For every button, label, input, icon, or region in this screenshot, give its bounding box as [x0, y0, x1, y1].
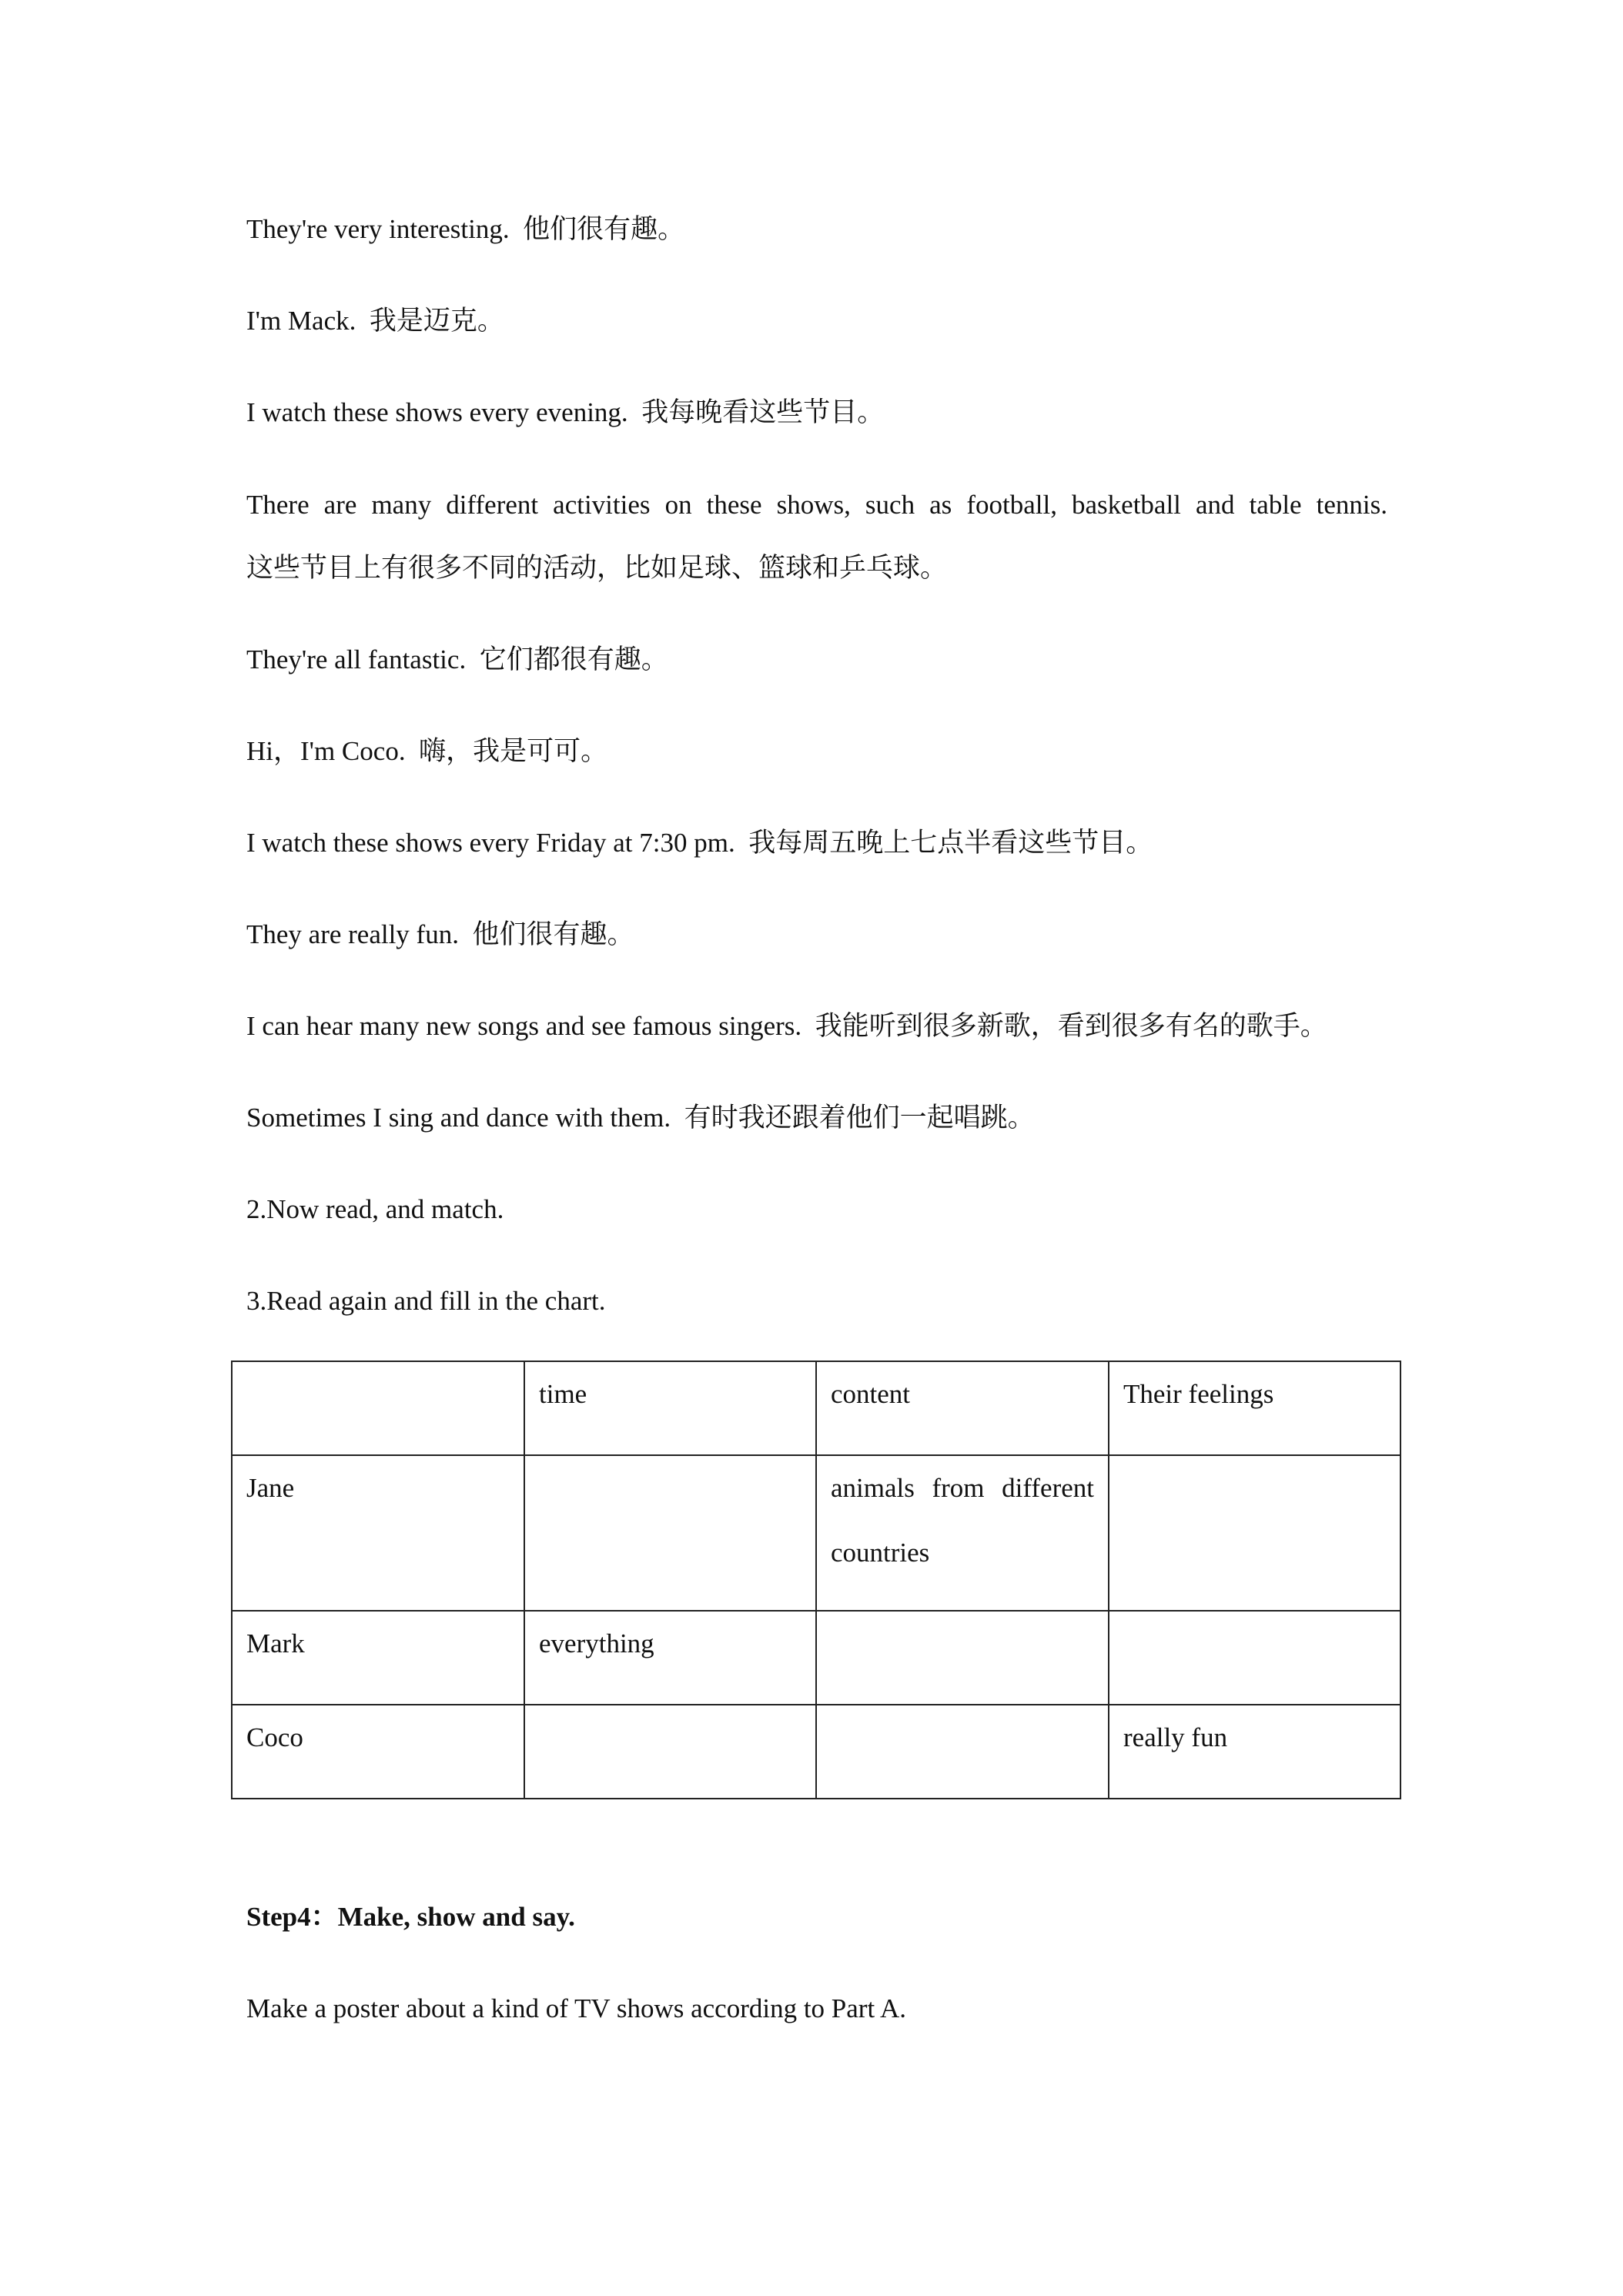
table-header-cell: time — [524, 1361, 816, 1455]
sentence-line: There are many different activities on these shows, such as football, basketball and table tennis. — [246, 490, 1387, 520]
table-header-cell: content — [816, 1361, 1109, 1455]
chinese-translation: 嗨，我是可可。 — [419, 736, 608, 766]
english-text: I'm Mack. — [246, 306, 356, 336]
chinese-translation: 他们很有趣。 — [523, 214, 685, 244]
chinese-translation: 我能听到很多新歌，看到很多有名的歌手。 — [815, 1011, 1327, 1041]
table-cell[interactable] — [524, 1455, 816, 1611]
chinese-translation: 我每晚看这些节目。 — [641, 397, 885, 427]
english-text: They are really fun. — [246, 919, 459, 949]
table-row — [232, 1455, 1400, 1611]
table-cell: Coco — [232, 1705, 524, 1799]
sentence-line — [246, 828, 1153, 858]
step4-instruction: Make a poster about a kind of TV shows according to Part A. — [246, 1993, 907, 2023]
chinese-translation: 他们很有趣。 — [472, 919, 634, 949]
english-text: They're all fantastic. — [246, 644, 467, 674]
sentence-line — [246, 214, 684, 245]
table-row — [232, 1705, 1400, 1799]
table-header-row — [232, 1361, 1400, 1455]
table-cell: Jane — [232, 1455, 524, 1611]
english-text: Hi，I'm Coco. — [246, 736, 406, 766]
instruction-match: 2.Now read, and match. — [246, 1194, 504, 1224]
table-header-cell: Their feelings — [1109, 1361, 1400, 1455]
table-cell[interactable] — [816, 1611, 1109, 1705]
step4-heading: Step4：Make, show and say. — [246, 1902, 575, 1932]
chinese-translation: 有时我还跟着他们一起唱跳。 — [684, 1103, 1035, 1133]
table-header-cell — [232, 1361, 524, 1455]
table-cell[interactable] — [1109, 1455, 1400, 1611]
sentence-line — [246, 306, 504, 336]
instruction-chart: 3.Read again and fill in the chart. — [246, 1286, 606, 1316]
table-cell[interactable] — [1109, 1611, 1400, 1705]
sentence-line — [246, 397, 884, 428]
sentence-line — [246, 919, 634, 950]
table-cell[interactable] — [524, 1705, 816, 1799]
sentence-line — [246, 736, 607, 767]
english-text: They're very interesting. — [246, 214, 510, 244]
fill-in-chart — [231, 1361, 1401, 1799]
english-text: I watch these shows every evening. — [246, 397, 628, 427]
chinese-translation: 我每周五晚上七点半看这些节目。 — [748, 828, 1153, 858]
table-cell[interactable] — [816, 1705, 1109, 1799]
chinese-translation: 我是迈克。 — [369, 306, 504, 336]
table-cell: Mark — [232, 1611, 524, 1705]
sentence-line — [246, 1011, 1327, 1042]
sentence-line — [246, 644, 668, 675]
sentence-line — [246, 1103, 1035, 1133]
english-text: I can hear many new songs and see famous singers. — [246, 1011, 802, 1041]
table-cell: everything — [524, 1611, 816, 1705]
table-cell: animals from different countries — [816, 1455, 1109, 1611]
english-text: Sometimes I sing and dance with them. — [246, 1103, 671, 1133]
chinese-translation: 它们都很有趣。 — [479, 644, 668, 674]
chinese-translation: 这些节目上有很多不同的活动，比如足球、篮球和乒乓球。 — [246, 553, 948, 583]
table-cell: really fun — [1109, 1705, 1400, 1799]
english-text: I watch these shows every Friday at 7:30 pm. — [246, 828, 735, 858]
table-row — [232, 1611, 1400, 1705]
